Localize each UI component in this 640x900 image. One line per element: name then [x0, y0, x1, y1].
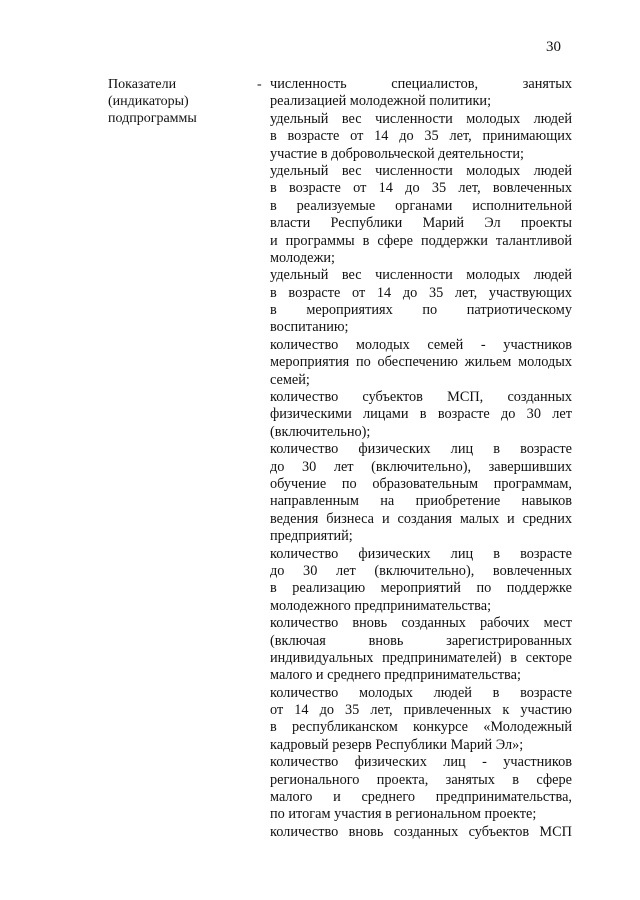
- indicator-item: [270, 754, 572, 824]
- indicator-line: по итогам участия в региональном проекте;: [270, 806, 537, 823]
- indicator-line: количество субъектов МСП, созданных: [270, 389, 572, 406]
- indicator-line: удельный вес численности молодых людей: [270, 110, 572, 127]
- indicator-line: количество физических лиц в возрасте: [270, 441, 572, 458]
- indicator-line: в реализацию мероприятий по поддержке: [270, 580, 572, 597]
- indicator-line: семей;: [270, 371, 310, 388]
- indicator-line: до 30 лет (включительно), вовлеченных: [270, 562, 572, 579]
- indicator-line: количество физических лиц - участников: [270, 754, 572, 771]
- indicator-line: кадровый резерв Республики Марий Эл»;: [270, 736, 524, 753]
- indicator-line: в мероприятиях по патриотическому: [270, 302, 572, 319]
- indicator-line: до 30 лет (включительно), завершивших: [270, 458, 572, 475]
- indicator-line: молодежи;: [270, 249, 335, 266]
- indicator-line: (включительно);: [270, 423, 371, 440]
- indicator-line: количество молодых семей - участников: [270, 336, 572, 353]
- indicator-line: удельный вес численности молодых людей: [270, 267, 572, 284]
- indicator-line: регионального проекта, занятых в сфере: [270, 771, 572, 788]
- indicator-line: предприятий;: [270, 528, 353, 545]
- indicator-line: мероприятия по обеспечению жильем молодых: [270, 354, 572, 371]
- indicator-item: [270, 546, 572, 616]
- indicator-item: [270, 615, 572, 685]
- page-number: 30: [546, 39, 561, 55]
- indicator-line: обучение по образовательным программам,: [270, 475, 572, 492]
- indicator-line: в возрасте от 14 до 35 лет, вовлеченных: [270, 180, 572, 197]
- indicator-line: и программы в сфере поддержки талантливой: [270, 232, 572, 249]
- indicator-item: [270, 685, 572, 755]
- indicators-label: [108, 76, 248, 127]
- indicator-item: [270, 111, 572, 163]
- indicator-line: в возрасте от 14 до 35 лет, принимающих: [270, 128, 572, 145]
- indicators-label-line: Показатели: [108, 77, 177, 92]
- indicator-item: [270, 163, 572, 267]
- indicator-line: реализацией молодежной политики;: [270, 93, 492, 110]
- indicator-line: (включая вновь зарегистрированных: [270, 632, 572, 649]
- indicator-line: количество молодых людей в возрасте: [270, 684, 572, 701]
- indicator-item: [270, 267, 572, 337]
- indicator-line: индивидуальных предпринимателей) в секторе: [270, 649, 572, 666]
- indicator-line: в республиканском конкурсе «Молодежный: [270, 719, 572, 736]
- indicator-item: [270, 441, 572, 545]
- indicator-line: количество вновь созданных рабочих мест: [270, 615, 572, 632]
- indicator-line: направленным на приобретение навыков: [270, 493, 572, 510]
- indicator-item: [270, 337, 572, 389]
- indicator-line: участие в добровольческой деятельности;: [270, 145, 524, 162]
- indicator-line: в реализуемые органами исполнительной: [270, 197, 572, 214]
- indicators-label-line: подпрограммы: [108, 111, 197, 126]
- indicator-line: молодежного предпринимательства;: [270, 597, 492, 614]
- indicator-line: от 14 до 35 лет, привлеченных к участию: [270, 702, 572, 719]
- indicator-line: ведения бизнеса и создания малых и средних: [270, 510, 572, 527]
- indicator-line: физическими лицами в возрасте до 30 лет: [270, 406, 572, 423]
- indicator-line: власти Республики Марий Эл проекты: [270, 215, 572, 232]
- indicator-item: [270, 824, 572, 841]
- indicator-line: воспитанию;: [270, 319, 349, 336]
- indicator-item: [270, 389, 572, 441]
- indicator-item: [270, 76, 572, 111]
- list-dash: -: [257, 77, 262, 92]
- indicator-line: в возрасте от 14 до 35 лет, участвующих: [270, 284, 572, 301]
- indicator-line: малого и среднего предпринимательства,: [270, 789, 572, 806]
- indicators-list: [270, 76, 572, 841]
- indicator-line: удельный вес численности молодых людей: [270, 162, 572, 179]
- indicator-line: количество физических лиц в возрасте: [270, 545, 572, 562]
- indicator-line: малого и среднего предпринимательства;: [270, 667, 521, 684]
- indicator-line: численность специалистов, занятых: [270, 76, 572, 92]
- indicator-line: количество вновь созданных субъектов МСП: [270, 823, 572, 840]
- indicators-label-line: (индикаторы): [108, 94, 189, 109]
